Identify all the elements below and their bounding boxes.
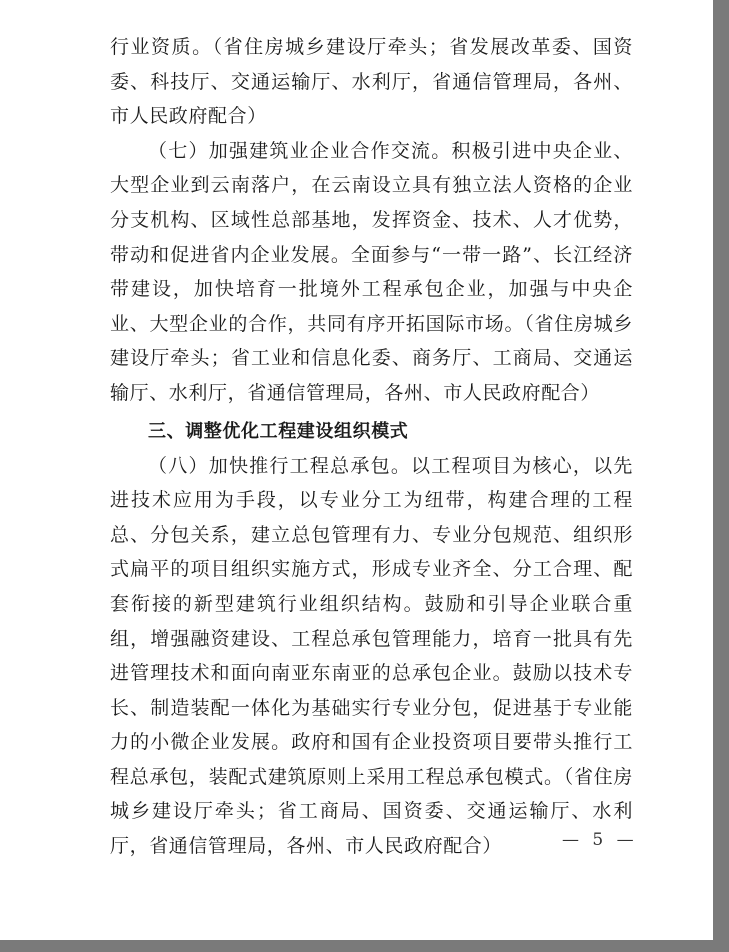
section-heading-3: 三、调整优化工程建设组织模式	[148, 420, 409, 442]
paragraph-section-8: （八）加快推行工程总承包。以工程项目为核心，以先进技术应用为手段，以专业分工为纽带，构建合理的工程总、分包关系，建立总包管理有力、专业分包规范、组织形式扁平的项目组织实施方式，形成专业齐全、分工合理、配套衔接的新型建筑行业组织结构。鼓励和引导企业联合重组，增强融资建设、工程总承包管理能力，培育一批具有先进管理技术和面向南亚东南亚的总承包企业。鼓励以技术专长、制造装配一体化为基础实行专业分包，促进基于专业能力的小微企业发展。政府和国有企业投资项目要带头推行工程总承包，装配式建筑原则上采用工程总承包模式。（省住房城乡建设厅牵头；省工商局、国资委、交通运输厅、水利厅，省通信管理局，各州、市人民政府配合）	[110, 454, 633, 858]
page-number: — 5 —	[562, 830, 638, 850]
paragraph-continuation: 行业资质。（省住房城乡建设厅牵头；省发展改革委、国资委、科技厅、交通运输厅、水利厅，省通信管理局，各州、市人民政府配合）	[110, 36, 633, 128]
paragraph-section-7: （七）加强建筑业企业合作交流。积极引进中央企业、大型企业到云南落户，在云南设立具有独立法人资格的企业分支机构、区域性总部基地，发挥资金、技术、人才优势，带动和促进省内企业发展。全面参与“一带一路”、长江经济带建设，加快培育一批境外工程承包企业，加强与中央企业、大型企业的合作，共同有序开拓国际市场。（省住房城乡建设厅牵头；省工业和信息化委、商务厅、工商局、交通运输厅、水利厅，省通信管理局，各州、市人民政府配合）	[110, 139, 633, 404]
